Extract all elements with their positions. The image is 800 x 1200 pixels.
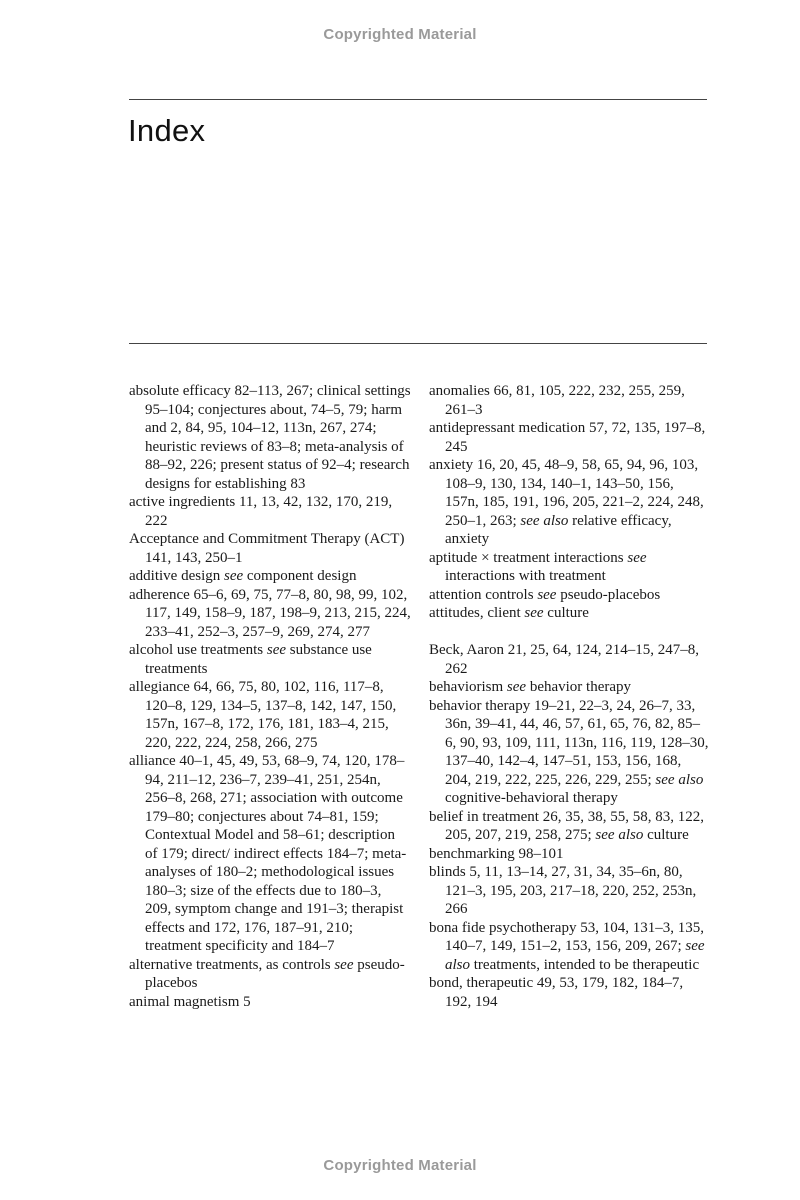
index-entry — [429, 697, 711, 808]
index-column-right — [429, 382, 711, 1011]
index-entry-text: antidepressant medication 57, 72, 135, 197–8, 245 — [429, 420, 706, 455]
index-entry-text: relative efficacy, anxiety — [445, 512, 672, 547]
index-entry — [129, 993, 411, 1012]
index-entry-text: alternative treatments, as controls — [129, 956, 335, 973]
index-entry — [129, 493, 411, 530]
index-entry-text: active ingredients 11, 13, 42, 132, 170, 219, 222 — [129, 494, 393, 529]
index-entry-text: interactions with treatment — [445, 568, 606, 584]
index-entry — [429, 974, 711, 1011]
index-entry-text: pseudo-placebos — [556, 586, 661, 603]
copyright-watermark-bottom: Copyrighted Material — [323, 1157, 477, 1174]
index-entry — [129, 567, 411, 586]
index-entry-text: alliance 40–1, 45, 49, 53, 68–9, 74, 120, 178–94, 211–12, 236–7, 239–41, 251, 254n, 256–8, 268, 271; association with outcome 179–80; conjectures about 74–81, 159; Contextual Model and 58–61; description of 179; direct/ indirect effects 184–7; meta-analyses of 180–2; methodological issues 180–3; size of the effects due to 180–3, 209, symptom change and 191–3; therapist effects and 172, 176, 187–91, 210; treatment specificity and 184–7 — [129, 753, 407, 954]
index-entry-text: absolute efficacy 82–113, 267; clinical settings 95–104; conjectures about, 74–5, 79; harm and 2, 84, 95, 104–12, 113n, 267, 274; heuristic reviews of 83–8; meta-analysis of 88–92, 226; present status of 92–4; research designs for establishing 83 — [129, 383, 411, 492]
index-entry — [429, 604, 711, 623]
index-entry — [129, 530, 411, 567]
index-entry-text: alcohol use treatments — [129, 642, 267, 658]
index-entry — [129, 641, 411, 678]
cross-reference-term: see — [537, 586, 557, 603]
index-entry-text: adherence 65–6, 69, 75, 77–8, 80, 98, 99, 102, 117, 149, 158–9, 187, 198–9, 213, 215, 224, 233–41, 252–3, 257–9, 269, 274, 277 — [129, 586, 411, 640]
cross-reference-term: see — [223, 568, 244, 584]
index-entry — [429, 678, 711, 697]
index-entry-text: anxiety 16, 20, 45, 48–9, 58, 65, 94, 96, 103, 108–9, 130, 134, 140–1, 143–50, 156, 157n, 185, 191, 196, 205, 221–2, 224, 248, 250–1, 263; — [429, 457, 704, 529]
index-entry-text: blinds 5, 11, 13–14, 27, 31, 34, 35–6n, 80, 121–3, 195, 203, 217–18, 220, 252, 253n, 266 — [429, 864, 697, 917]
index-entry — [129, 382, 411, 493]
index-entry-text: behaviorism — [429, 679, 507, 695]
cross-reference-term: see also — [655, 771, 704, 788]
index-entry-text: bona fide psychotherapy 53, 104, 131–3, 135, 140–7, 149, 151–2, 153, 156, 209, 267; — [429, 919, 704, 954]
index-entry-text: behavior therapy — [526, 679, 632, 695]
index-entry — [429, 549, 711, 586]
cross-reference-term: see — [627, 549, 647, 566]
index-column-left — [129, 382, 411, 1011]
index-entry-text: behavior therapy 19–21, 22–3, 24, 26–7, 33, 36n, 39–41, 44, 46, 57, 61, 65, 76, 82, 85–6, 90, 93, 109, 111, 113n, 116, 119, 128–30, 137–40, 142–4, 147–51, 153, 156, 168, 204, 219, 222, 225, 226, 229, 255; — [429, 697, 709, 788]
index-entry — [429, 919, 711, 975]
cross-reference-term: see — [524, 605, 544, 621]
index-entry-text: attitudes, client — [429, 605, 525, 621]
index-entry-text: culture — [643, 827, 689, 843]
index-entry-text: treatments, intended to be therapeutic — [470, 956, 700, 973]
index-entry-text: attention controls — [429, 586, 538, 603]
index-entry — [129, 956, 411, 993]
index-entry — [429, 382, 711, 419]
cross-reference-term: see — [334, 956, 354, 973]
index-entry — [129, 586, 411, 642]
cross-reference-term: see — [266, 642, 287, 658]
index-entry-text: bond, therapeutic 49, 53, 179, 182, 184–7, 192, 194 — [429, 975, 684, 1010]
index-entry — [129, 678, 411, 752]
section-rule — [129, 343, 707, 344]
index-entry-text: belief in treatment 26, 35, 38, 55, 58, 83, 122, 205, 207, 219, 258, 275; — [429, 808, 704, 843]
index-entry-text: aptitude × treatment interactions — [429, 549, 628, 566]
page-title: Index — [128, 113, 206, 148]
index-entry-text: component design — [243, 568, 357, 584]
top-rule — [129, 99, 707, 100]
index-entry — [429, 419, 711, 456]
index-entry-text: Acceptance and Commitment Therapy (ACT) 141, 143, 250–1 — [129, 531, 405, 566]
cross-reference-term: see — [506, 679, 527, 695]
cross-reference-term: see also — [520, 512, 569, 529]
index-entry-text: animal magnetism 5 — [129, 993, 251, 1010]
index-entry — [429, 641, 711, 678]
copyright-watermark-top: Copyrighted Material — [323, 26, 477, 43]
index-entry — [429, 863, 711, 919]
index-entry — [429, 808, 711, 845]
index-entry-text: anomalies 66, 81, 105, 222, 232, 255, 259, 261–3 — [429, 383, 685, 418]
index-entry — [129, 752, 411, 956]
index-entry-text: allegiance 64, 66, 75, 80, 102, 116, 117–8, 120–8, 129, 134–5, 137–8, 142, 147, 150, 157n, 167–8, 172, 176, 181, 183–4, 215, 220, 222, 224, 258, 266, 275 — [129, 679, 397, 751]
cross-reference-term: see also — [445, 938, 705, 973]
index-entry-text: pseudo-placebos — [145, 956, 405, 991]
index-entry-text: Beck, Aaron 21, 25, 64, 124, 214–15, 247–8, 262 — [429, 642, 699, 677]
cross-reference-term: see also — [595, 827, 644, 843]
index-entry-text: substance use treatments — [145, 642, 372, 677]
index-entry-text: benchmarking 98–101 — [429, 845, 564, 862]
index-entry-text: culture — [543, 605, 589, 621]
index-entry-text: cognitive-behavioral therapy — [445, 790, 618, 806]
index-entry-text: additive design — [129, 568, 224, 584]
index-entry — [429, 456, 711, 549]
index-entry — [429, 845, 711, 864]
index-entry — [429, 586, 711, 605]
